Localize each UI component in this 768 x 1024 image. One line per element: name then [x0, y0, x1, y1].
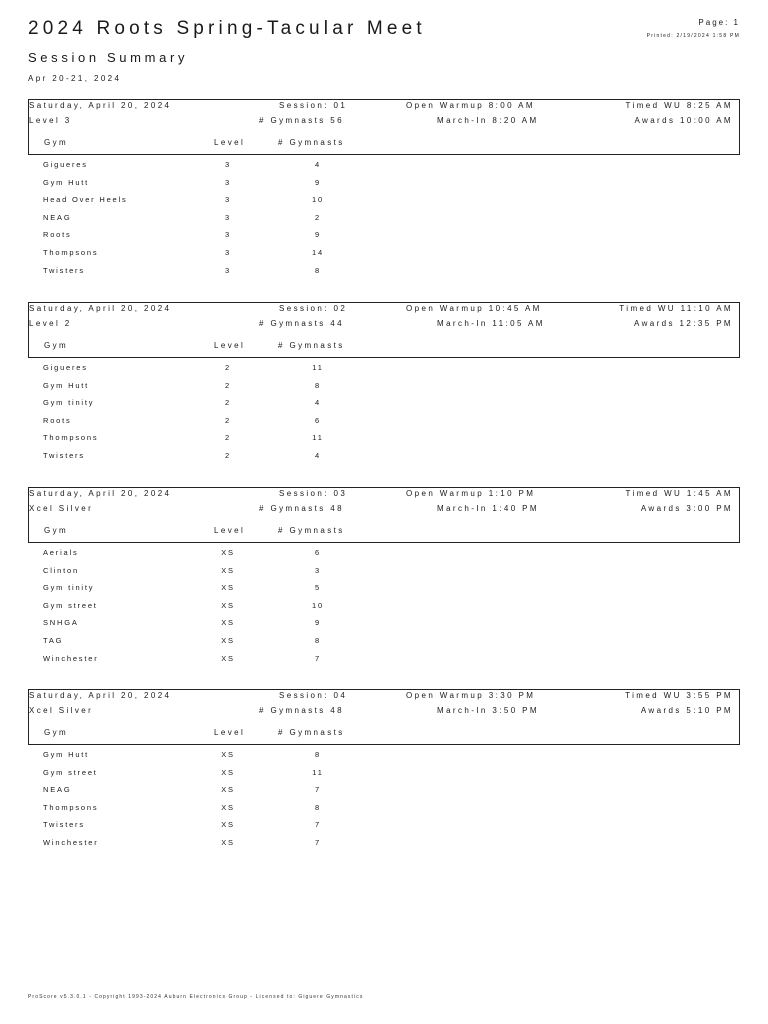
session-date: Saturday, April 20, 2024	[29, 304, 172, 313]
gym-level: 2	[225, 433, 231, 443]
gymnast-count: 7	[315, 785, 321, 795]
gymnast-count: 7	[315, 838, 321, 847]
session-date: Saturday, April 20, 2024	[29, 489, 172, 498]
gymnast-count: 7	[315, 820, 321, 830]
timed-warmup-time: Timed WU 11:10 AM	[619, 304, 733, 313]
gym-name: Twisters	[43, 265, 85, 275]
gymnast-count: 5	[315, 583, 321, 593]
table-row	[28, 178, 388, 192]
gym-name: Aerials	[43, 548, 79, 557]
gymnast-count: 9	[315, 230, 321, 240]
gymnast-count: 8	[315, 750, 321, 759]
meet-title: 2024 Roots Spring-Tacular Meet	[28, 18, 426, 39]
awards-time: Awards 10:00 AM	[634, 116, 733, 125]
gym-name: Thompsons	[43, 433, 99, 443]
march-in-time: March-In 3:50 PM	[437, 706, 539, 715]
gym-level: 3	[225, 212, 231, 222]
session-gymnast-total: # Gymnasts 48	[259, 706, 345, 715]
gymnast-count: 4	[315, 451, 321, 460]
gym-name: Gym street	[43, 600, 98, 610]
gym-name: NEAG	[43, 785, 72, 795]
gym-name: Gigueres	[43, 363, 88, 372]
session-header	[28, 302, 740, 358]
table-row	[28, 583, 388, 597]
gym-level: 2	[225, 363, 231, 372]
gymnast-count: 4	[315, 160, 321, 169]
timed-warmup-time: Timed WU 8:25 AM	[625, 101, 733, 110]
table-row	[28, 433, 388, 447]
session-block	[28, 487, 740, 663]
session-level: Xcel Silver	[29, 706, 94, 715]
footer-copyright: ProScore v5.3.0.1 - Copyright 1993-2024 Auburn Electronics Group - Licensed to: Giguere Gymnastics	[28, 994, 364, 1000]
column-header-level: Level	[214, 138, 246, 147]
gym-name: Gym street	[43, 767, 98, 777]
gym-level: 2	[225, 451, 231, 460]
gym-level: XS	[221, 600, 235, 610]
gymnast-count: 14	[312, 248, 324, 257]
session-number: Session: 03	[279, 489, 348, 498]
column-header-level: Level	[214, 341, 246, 350]
column-header-gym: Gym	[44, 138, 69, 147]
gymnast-count: 6	[315, 415, 321, 425]
session-header	[28, 99, 740, 155]
column-header-gym: Gym	[44, 341, 69, 350]
table-row	[28, 213, 388, 227]
gym-level: XS	[221, 785, 235, 795]
column-header-count: # Gymnasts	[278, 341, 345, 350]
session-gymnast-total: # Gymnasts 48	[259, 504, 345, 513]
gym-name: NEAG	[43, 212, 72, 222]
gym-level: XS	[221, 802, 235, 812]
gym-name: Gym tinity	[43, 583, 95, 593]
session-number: Session: 02	[279, 304, 348, 313]
gymnast-count: 11	[312, 767, 324, 777]
gym-level: 3	[225, 230, 231, 240]
gym-level: XS	[221, 583, 235, 593]
session-header	[28, 689, 740, 745]
table-row	[28, 381, 388, 395]
gymnast-count: 9	[315, 177, 321, 187]
report-subtitle: Session Summary	[28, 50, 189, 65]
column-header-count: # Gymnasts	[278, 526, 345, 535]
column-header-gym: Gym	[44, 526, 69, 535]
column-header-count: # Gymnasts	[278, 728, 345, 737]
table-row	[28, 803, 388, 817]
gym-level: XS	[221, 767, 235, 777]
gym-level: XS	[221, 618, 235, 628]
table-row	[28, 838, 388, 852]
session-gymnast-total: # Gymnasts 44	[259, 319, 345, 328]
gym-name: Thompsons	[43, 248, 99, 257]
session-block	[28, 99, 740, 275]
gymnast-count: 7	[315, 653, 321, 663]
gymnast-count: 8	[315, 380, 321, 390]
gymnast-count: 8	[315, 636, 321, 645]
table-row	[28, 820, 388, 834]
table-row	[28, 248, 388, 262]
session-level: Xcel Silver	[29, 504, 94, 513]
table-row	[28, 230, 388, 244]
gymnast-count: 3	[315, 565, 321, 575]
session-block	[28, 689, 740, 847]
gym-name: Twisters	[43, 451, 85, 460]
timed-warmup-time: Timed WU 1:45 AM	[625, 489, 733, 498]
gymnast-count: 8	[315, 802, 321, 812]
gym-level: 2	[225, 415, 231, 425]
gymnast-count: 11	[312, 363, 324, 372]
gym-name: Winchester	[43, 838, 99, 847]
gym-level: 3	[225, 195, 231, 205]
gym-name: Winchester	[43, 653, 99, 663]
printed-timestamp: Printed: 2/19/2024 1:58 PM	[646, 33, 740, 39]
gym-name: Gym Hutt	[43, 380, 90, 390]
gym-name: Head Over Heels	[43, 195, 128, 205]
table-row	[28, 750, 388, 764]
table-row	[28, 363, 388, 377]
gym-name: Gigueres	[43, 160, 88, 169]
table-row	[28, 618, 388, 632]
gymnast-count: 9	[315, 618, 321, 628]
gym-name: Roots	[43, 230, 72, 240]
gym-level: 3	[225, 160, 231, 169]
gym-level: XS	[221, 565, 235, 575]
gym-level: XS	[221, 820, 235, 830]
gym-level: 2	[225, 398, 231, 408]
session-block	[28, 302, 740, 460]
gym-name: Gym tinity	[43, 398, 95, 408]
column-header-count: # Gymnasts	[278, 138, 345, 147]
session-number: Session: 04	[279, 691, 348, 700]
gym-level: XS	[221, 653, 235, 663]
session-level: Level 3	[29, 116, 72, 125]
gymnast-count: 2	[315, 212, 321, 222]
table-row	[28, 416, 388, 430]
gym-name: Roots	[43, 415, 72, 425]
gymnast-count: 8	[315, 265, 321, 275]
table-row	[28, 266, 388, 280]
open-warmup-time: Open Warmup 10:45 AM	[406, 304, 542, 313]
table-row	[28, 785, 388, 799]
session-date: Saturday, April 20, 2024	[29, 101, 172, 110]
gym-level: XS	[221, 838, 235, 847]
gym-level: XS	[221, 548, 235, 557]
session-header	[28, 487, 740, 543]
session-number: Session: 01	[279, 101, 348, 110]
column-header-gym: Gym	[44, 728, 69, 737]
table-row	[28, 601, 388, 615]
gym-level: 3	[225, 248, 231, 257]
table-row	[28, 398, 388, 412]
awards-time: Awards 12:35 PM	[634, 319, 733, 328]
gymnast-count: 6	[315, 548, 321, 557]
gymnast-count: 11	[312, 433, 324, 443]
table-row	[28, 548, 388, 562]
gymnast-count: 10	[312, 600, 324, 610]
gym-level: 3	[225, 265, 231, 275]
march-in-time: March-In 11:05 AM	[437, 319, 545, 328]
gym-name: TAG	[43, 636, 64, 645]
page-number: Page: 1	[698, 18, 740, 27]
awards-time: Awards 5:10 PM	[640, 706, 733, 715]
gymnast-count: 10	[312, 195, 324, 205]
session-date: Saturday, April 20, 2024	[29, 691, 172, 700]
table-row	[28, 636, 388, 650]
open-warmup-time: Open Warmup 1:10 PM	[406, 489, 536, 498]
gym-name: Clinton	[43, 565, 79, 575]
awards-time: Awards 3:00 PM	[640, 504, 733, 513]
table-row	[28, 160, 388, 174]
march-in-time: March-In 1:40 PM	[437, 504, 539, 513]
gymnast-count: 4	[315, 398, 321, 408]
gym-level: XS	[221, 636, 235, 645]
session-gymnast-total: # Gymnasts 56	[259, 116, 345, 125]
open-warmup-time: Open Warmup 8:00 AM	[406, 101, 535, 110]
gym-name: Thompsons	[43, 802, 99, 812]
table-row	[28, 195, 388, 209]
gym-level: 2	[225, 380, 231, 390]
march-in-time: March-In 8:20 AM	[437, 116, 539, 125]
timed-warmup-time: Timed WU 3:55 PM	[625, 691, 733, 700]
gym-name: Gym Hutt	[43, 177, 90, 187]
gym-level: 3	[225, 177, 231, 187]
gym-name: SNHGA	[43, 618, 79, 628]
gym-level: XS	[221, 750, 235, 759]
gym-name: Twisters	[43, 820, 85, 830]
table-row	[28, 654, 388, 668]
column-header-level: Level	[214, 728, 246, 737]
table-row	[28, 768, 388, 782]
table-row	[28, 451, 388, 465]
session-level: Level 2	[29, 319, 72, 328]
meet-dates: Apr 20-21, 2024	[28, 74, 122, 83]
table-row	[28, 566, 388, 580]
column-header-level: Level	[214, 526, 246, 535]
gym-name: Gym Hutt	[43, 750, 90, 759]
open-warmup-time: Open Warmup 3:30 PM	[406, 691, 536, 700]
